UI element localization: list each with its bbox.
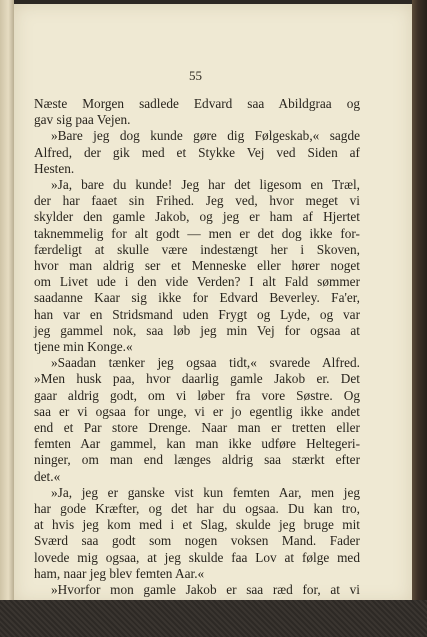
text-line: hvor man aldrig ser et Menneske eller hører noget [34,258,360,274]
text-line: saadanne Kaar sig ikke for Edvard Beverley. Fa'er, [34,290,360,306]
text-line: Alfred, der gik med et Stykke Vej ved Siden af [34,144,360,160]
text-line: færdeligt at skulle være indestængt her i Skoven, [34,241,360,257]
text-line: gaar aldrig godt, om vi løber fra vore Søstre. Og [34,387,360,403]
book-spine [412,0,427,610]
text-line: jeg gammel nok, saa løb jeg min Vej for ogsaa at [34,322,360,338]
text-line: ninger, om man end længes aldrig saa stærkt efter [34,452,360,468]
page-paper [14,4,412,604]
text-line: »Ja, bare du kunde! Jeg har det ligesom en Træl, [51,177,360,193]
facing-page-edge [0,0,14,600]
text-line: »Men husk paa, hvor daarlig gamle Jakob er. Det [34,371,360,387]
text-line: »Hvorfor mon gamle Jakob er saa ræd for, at vi [51,582,360,598]
text-line: saa er vi ogsaa for unge, vi er jo egentlig ikke andet [34,403,360,419]
text-line: »Saadan tænker jeg ogsaa tidt,« svarede Alfred. [51,355,360,371]
text-line: lovede mig ogsaa, at jeg skulde faa Lov at følge med [34,549,360,565]
text-line: Næste Morgen sadlede Edvard saa Abildgraa og [34,96,360,111]
paragraph [34,96,360,128]
paragraph [34,355,360,485]
paragraph [34,128,360,177]
paragraph [34,485,360,582]
text-line: at hvis jeg kom med i et Slag, skulde jeg bruge mit [34,517,360,533]
text-line: ham, naar jeg blev femten Aar.« [34,565,205,581]
text-line: skylder den gamle Jakob, og jeg er ham af Hjertet [34,209,360,225]
text-line: tjene min Konge.« [34,339,133,355]
text-line: gav sig paa Vejen. [34,112,131,128]
text-line: om Livet ude i den vide Verden? I alt Fald sømmer [34,274,360,290]
text-line: »Ja, jeg er ganske vist kun femten Aar, men jeg [51,484,360,500]
text-line: Sværd saa godt som nogen voksen Mand. Fader [34,533,360,549]
text-line: han var en Stridsmand uden Frygt og Lyde, og var [34,306,360,322]
book-cover-cloth [0,600,427,637]
text-line: end et Par store Drenge. Naar man er tretten eller [34,420,360,436]
text-line: har gode Kræfter, og det har du ogsaa. Du kan tro, [34,501,360,517]
text-line: Hesten. [34,160,75,176]
paragraph [34,177,360,355]
text-line: taknemmelig for alt godt — men er det dog ikke for- [34,225,360,241]
text-line: der har faaet sin Frihed. Jeg ved, hvor meget vi [34,193,360,209]
text-line: »Bare jeg dog kunde gøre dig Følgeskab,« sagde [51,128,360,144]
body-text [34,96,360,615]
text-line: femten Aar gammel, kan man ikke udføre Heltegeri- [34,436,360,452]
page-number: 55 [189,68,202,83]
text-line: det.« [34,468,61,484]
